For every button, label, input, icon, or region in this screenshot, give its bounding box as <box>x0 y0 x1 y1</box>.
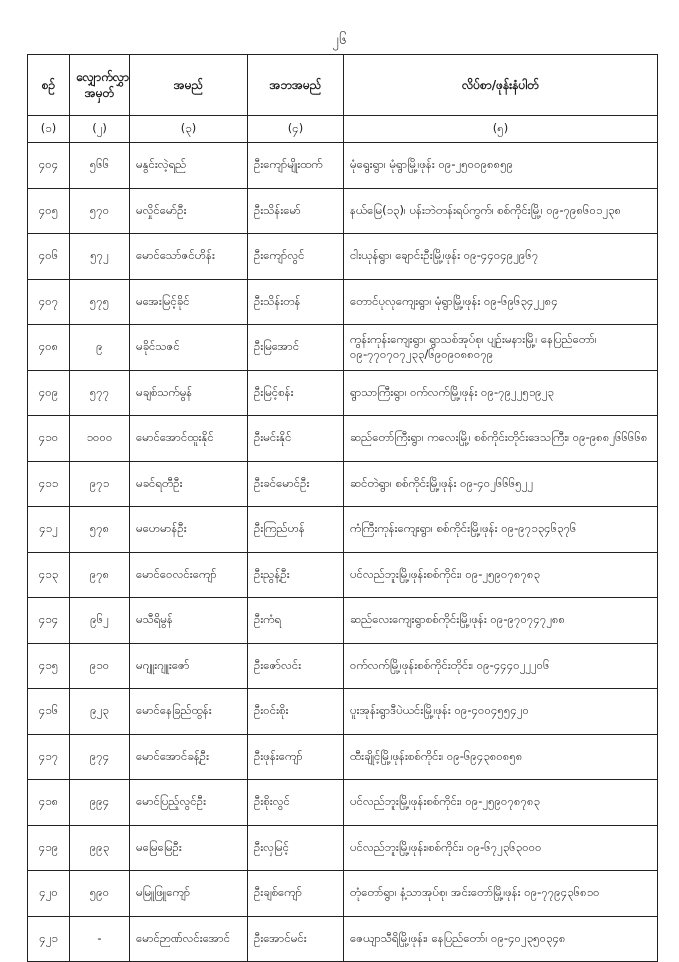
table-row <box>28 552 658 598</box>
address-phone: မုံရွေးရွာ၊ မုံရွာမြို့၊ဖုန်း ၀၉-၂၅၀၀၉၈၈၅၉ <box>344 143 658 189</box>
application-number: ၁၀၀၀ <box>70 416 130 462</box>
row-number: ၄၀၄ <box>28 143 70 189</box>
father-name: ဦးလှမြင့် <box>248 825 344 871</box>
row-number: ၄၁၄ <box>28 598 70 644</box>
row-number: ၄၁၉ <box>28 825 70 871</box>
table-row <box>28 325 658 371</box>
application-number: ၅၇၀ <box>70 188 130 234</box>
application-number: ၅၇၅ <box>70 279 130 325</box>
table-row <box>28 734 658 780</box>
father-name: ဦးကျော်လွင် <box>248 234 344 280</box>
application-number: ၅၇၈ <box>70 507 130 553</box>
table-header-row <box>28 55 658 116</box>
row-number: ၄၂၀ <box>28 871 70 917</box>
header-reg: လျှောက်လွှာ အမှတ် <box>70 55 130 116</box>
address-phone: ဇေယျာသီရိမြို့၊ဖုန်း၊ နေပြည်တော်၊ ၀၉-၄၀၂၃၅၀၃၄၈ <box>344 916 658 962</box>
row-number: ၄၀၅ <box>28 188 70 234</box>
table-row <box>28 234 658 280</box>
father-name: ဦးဖုန်းကျော် <box>248 734 344 780</box>
row-number: ၄၁၈ <box>28 780 70 826</box>
address-phone: ပင်လည်ဘူးမြို့၊ဖုန်း၊စစ်ကိုင်း၊ ၀၉-၆၇၂၃၆၃၀၀၀ <box>344 825 658 871</box>
applicant-name: မလှိုင်မော်ဦး <box>130 188 248 234</box>
address-phone: ငါးယုန်ရွာ၊ ချောင်းဦးမြို့၊ဖုန်း ၀၉-၄၄၀၄၉၂၉၆၇ <box>344 234 658 280</box>
application-number: ၉၂၃ <box>70 689 130 735</box>
row-number: ၄၁၅ <box>28 643 70 689</box>
table-row <box>28 416 658 462</box>
applicant-name: မဂျူးဂျူးဇော် <box>130 643 248 689</box>
applicant-name: မခင်ရတီဦး <box>130 461 248 507</box>
index-cell: (၂) <box>70 116 130 143</box>
applicant-name: မသီရိမွန် <box>130 598 248 644</box>
father-name: ဦးဇော်လင်း <box>248 643 344 689</box>
applicant-name: မောင်အောင်ခန့်ဦး <box>130 734 248 780</box>
applicant-name: မောင်ဉာဏ်လင်းအောင် <box>130 916 248 962</box>
applicant-table <box>27 54 658 962</box>
row-number: ၄၀၈ <box>28 325 70 371</box>
address-phone: နယ်မြေ(၁၃)၊ ပန်းဘဲတန်းရပ်ကွက်၊ စစ်ကိုင်းမြို့၊ ၀၉-၇၉၈၆၀၁၂၃၈ <box>344 188 658 234</box>
row-number: ၄၁၁ <box>28 461 70 507</box>
address-phone: ကံကြီးကုန်းကျေးရွာ၊ စစ်ကိုင်းမြို့၊ဖုန်း ၀၉-၉၇၁၃၄၆၃၇၆ <box>344 507 658 553</box>
father-name: ဦးစိုးလွင် <box>248 780 344 826</box>
index-cell: (၄) <box>248 116 344 143</box>
table-row <box>28 780 658 826</box>
column-index-row <box>28 116 658 143</box>
application-number: ၉၉၃ <box>70 825 130 871</box>
applicant-name: မောင်ဝေလင်းကျော် <box>130 552 248 598</box>
father-name: ဦးကြည်ဟန် <box>248 507 344 553</box>
application-number: ၉၇၈ <box>70 552 130 598</box>
application-number: ၉ <box>70 325 130 371</box>
table-row <box>28 370 658 416</box>
header-name: အမည် <box>130 55 248 116</box>
address-phone: ပူးအုန်းရွာဒီပဲယင်းမြို့၊ဖုန်း ၀၉-၄၀၀၄၅၅၄၂၀ <box>344 689 658 735</box>
table-row <box>28 598 658 644</box>
father-name: ဦးချစ်ကျော် <box>248 871 344 917</box>
applicant-name: မခိုင်သဇင် <box>130 325 248 371</box>
father-name: ဦးဝင်းစိုး <box>248 689 344 735</box>
table-row <box>28 916 658 962</box>
application-number: ၉၁၀ <box>70 643 130 689</box>
applicant-name: မဟေမာန်ဦး <box>130 507 248 553</box>
father-name: ဦးမြအောင် <box>248 325 344 371</box>
row-number: ၄၁၃ <box>28 552 70 598</box>
row-number: ၄၁၆ <box>28 689 70 735</box>
table-row <box>28 461 658 507</box>
table-row <box>28 188 658 234</box>
address-phone: တောင်ပုလုကျေးရွာ၊ မုံရွာမြို့၊ဖုန်း ၀၉-၆၉၆၃၄၂၂၈၄ <box>344 279 658 325</box>
address-phone: ဆည်တော်ကြီးရွာ၊ ကလေးမြို့၊ စစ်ကိုင်းတိုင်းဒေသကြီး၊ ၀၉-၉၈၈၂၆၆၆၆၈ <box>344 416 658 462</box>
header-father: အဘအမည် <box>248 55 344 116</box>
index-cell: (၅) <box>344 116 658 143</box>
applicant-name: မမြူဖြူကျော် <box>130 871 248 917</box>
row-number: ၄၀၆ <box>28 234 70 280</box>
application-number: ၅၇၇ <box>70 370 130 416</box>
father-name: ဦးအောင်မင်း <box>248 916 344 962</box>
index-cell: (၁) <box>28 116 70 143</box>
table-row <box>28 689 658 735</box>
application-number: ၅၆၆ <box>70 143 130 189</box>
application-number: ၅၇၂ <box>70 234 130 280</box>
address-phone: တုံတော်ရွာ၊ နံ့သာအုပ်စု၊ အင်းတော်မြို့၊ဖုန်း ၀၉-၇၇၉၄၃၆၈၁၀ <box>344 871 658 917</box>
address-phone: ရွာသာကြီးရွာ၊ ဝက်လက်မြို့၊ဖုန်း ၀၉-၇၉၂၂၅၁၉၂၃ <box>344 370 658 416</box>
table-row <box>28 871 658 917</box>
application-number: ၉၆၂ <box>70 598 130 644</box>
applicant-name: မောင်သော်ဇင်ဟိန်း <box>130 234 248 280</box>
application-number: ၉၇၄ <box>70 734 130 780</box>
table-row <box>28 507 658 553</box>
row-number: ၄၁၀ <box>28 416 70 462</box>
row-number: ၄၁၂ <box>28 507 70 553</box>
row-number: ၄၂၁ <box>28 916 70 962</box>
father-name: ဦးကျော်မျိုးထက် <box>248 143 344 189</box>
table-row <box>28 825 658 871</box>
address-phone: ပင်လည်ဘူးမြို့၊ဖုန်းစစ်ကိုင်း၊ ၀၉-၂၅၉၀၇၈၇၈၃ <box>344 552 658 598</box>
applicant-name: မောင်အောင်ထူးနိုင် <box>130 416 248 462</box>
father-name: ဦးသိန်းတန် <box>248 279 344 325</box>
father-name: ဦးမြင့်စန်း <box>248 370 344 416</box>
father-name: ဦးခင်မောင်ဦး <box>248 461 344 507</box>
address-phone: ဆင်တဲရွာ၊ စစ်ကိုင်းမြို့၊ဖုန်း ၀၉-၄၀၂၆၆၆၅၂၂ <box>344 461 658 507</box>
application-number: - <box>70 916 130 962</box>
application-number: ၅၉၀ <box>70 871 130 917</box>
applicant-name: မအေးမြင့်ခိုင် <box>130 279 248 325</box>
address-phone: ပင်လည်ဘူးမြို့၊ဖုန်းစစ်ကိုင်း၊ ၀၉-၂၅၉၀၇၈၇၈၃ <box>344 780 658 826</box>
applicant-name: မောင်နေခြည်ထွန်း <box>130 689 248 735</box>
applicant-name: မချစ်သက်မွန် <box>130 370 248 416</box>
row-number: ၄၀၇ <box>28 279 70 325</box>
applicant-name: မောင်ပြည့်လွင်ဦး <box>130 780 248 826</box>
father-name: ဦးညွန့်ဦး <box>248 552 344 598</box>
application-number: ၉၉၄ <box>70 780 130 826</box>
row-number: ၄၁၇ <box>28 734 70 780</box>
father-name: ဦးသိန်းမော် <box>248 188 344 234</box>
index-cell: (၃) <box>130 116 248 143</box>
header-address: လိပ်စာ/ဖုန်းနံပါတ် <box>344 55 658 116</box>
table-row <box>28 643 658 689</box>
father-name: ဦးမင်းနိုင် <box>248 416 344 462</box>
father-name: ဦးကံရ <box>248 598 344 644</box>
address-phone: ထီးချိုင့်မြို့၊ဖုန်းစစ်ကိုင်း၊ ၀၉-၆၉၄၃၈၀၈၅၈ <box>344 734 658 780</box>
address-phone: ကွန်းကုန်းကျေးရွာ၊ ရွာသစ်အုပ်စု၊ ပျဉ်းမနားမြို့၊ နေပြည်တော်၊ ၀၉-၇၇၀၇၀၇၂၃၃/၆၉၀၉၀၈၈၀၇၉ <box>344 325 658 371</box>
application-number: ၉၇၁ <box>70 461 130 507</box>
table-row <box>28 279 658 325</box>
header-no: စဥ် <box>28 55 70 116</box>
page-number: ၂၆ <box>332 32 347 48</box>
address-phone: ဝက်လက်မြို့၊ဖုန်းစစ်ကိုင်းတိုင်း၊ ၀၉-၄၄၄၀၂၂၂၀၆ <box>344 643 658 689</box>
applicant-name: မနွင်းလဲ့ရည် <box>130 143 248 189</box>
applicant-name: မမြေမြေဦး <box>130 825 248 871</box>
row-number: ၄၀၉ <box>28 370 70 416</box>
table-row <box>28 143 658 189</box>
address-phone: ဆည်လေးကျေးရွာစစ်ကိုင်းမြို့၊ဖုန်း ၀၉-၉၇၀၇၄၇၂၈၈ <box>344 598 658 644</box>
